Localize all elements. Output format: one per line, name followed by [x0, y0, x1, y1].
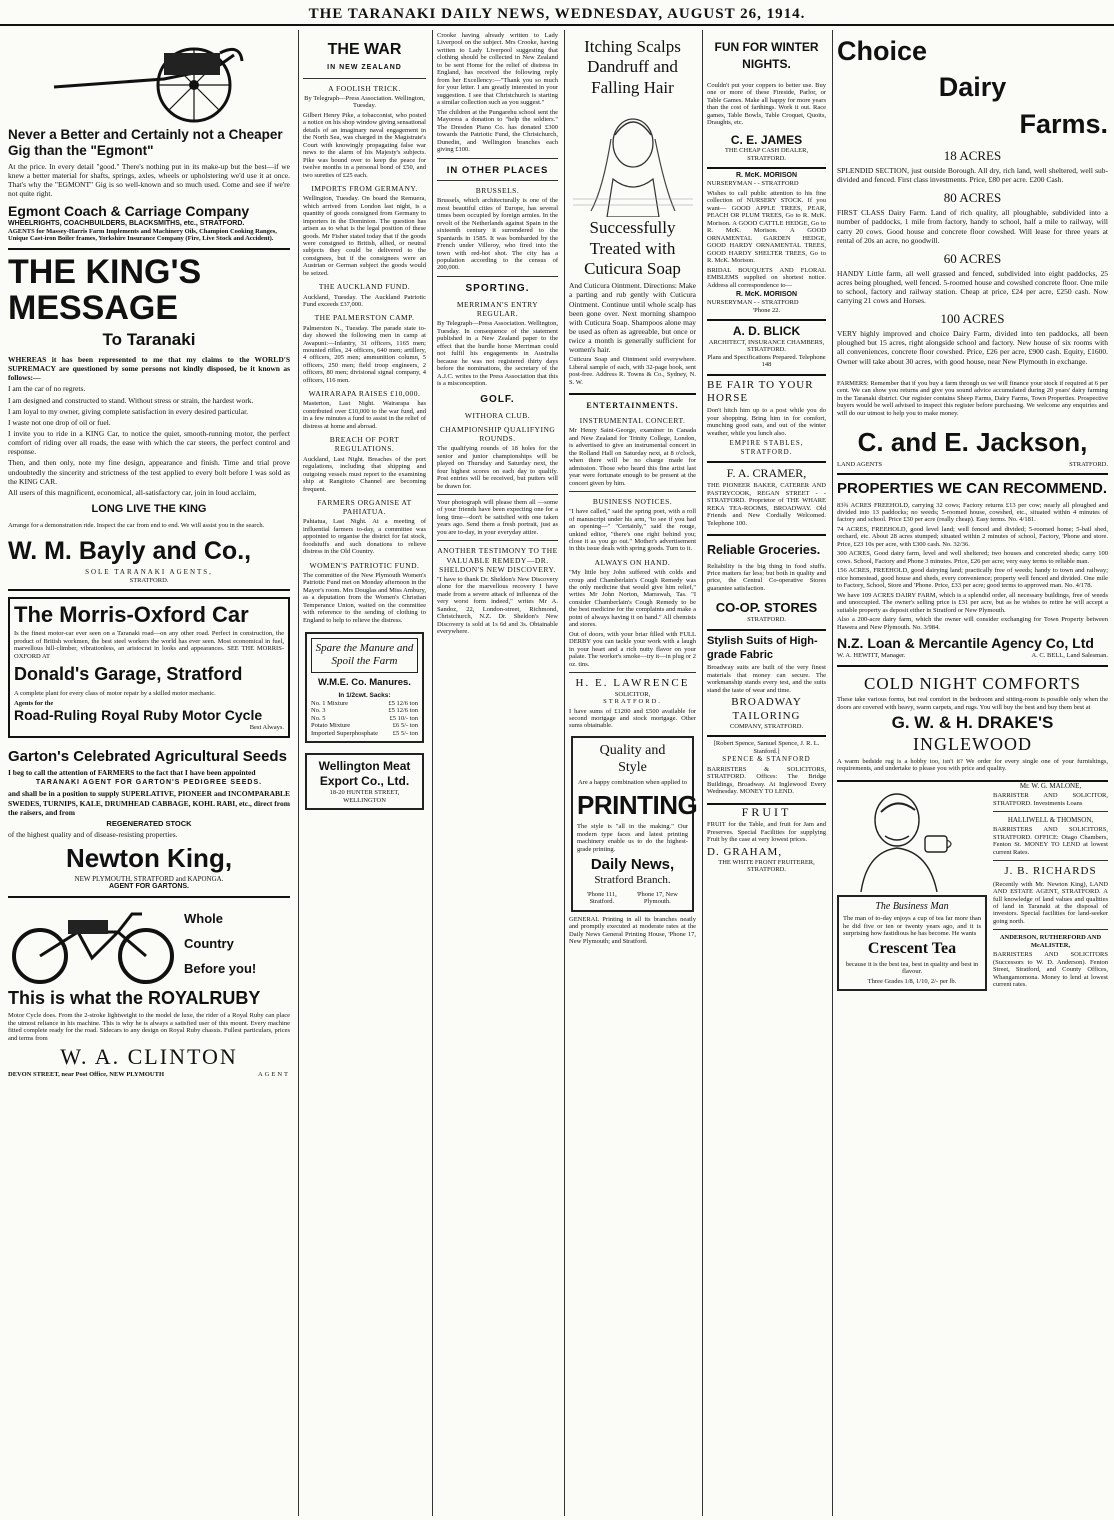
farm-1-acres: 18 ACRES: [943, 148, 1002, 164]
inglewood: INGLEWOOD: [913, 734, 1032, 754]
broadway-sub: COMPANY, STRATFORD.: [729, 723, 804, 731]
cold-title: COLD NIGHT COMFORTS: [864, 673, 1081, 693]
woman-illustration: [569, 98, 696, 218]
always-body: "My little boy John suffered with colds and croup and Chamberlain's Cough Remedy was the only medicine that would give him relief," writes Mr John Norton, Marrawah, Tas. "I consider Chamberlain's Cough Remedy to be the best medicine for the complaints and make a point of always having it on hand." All chemists and stores.: [569, 569, 696, 629]
malone: Mr. W. G. MALONE,: [1019, 781, 1082, 790]
price-value: £6 5/- ton: [392, 722, 418, 730]
wellington-meat: Wellington Meat Export Co., Ltd.: [318, 759, 411, 789]
dairy-word: Dairy: [938, 72, 1007, 103]
imports-body: Wellington, Tuesday. On board the Remuera, which arrived from London last night, is a quantity of goods consigned from Germany to importers in the Dominion. The question has arisen as to what is the legal position of these goods. Mr Fisher stated today that if the goods were consigned to British, allied, or neutral subjects they could be delivered to the consignees, but if the consignees were an Austrian or German subject the goods would be seized.: [303, 195, 426, 277]
wairarapa-body: Masterton, Last Night. Wairarapa has contributed over £10,000 to the war fund, and in a few minutes a fund to assist in the relief of distress at home and abroad.: [303, 400, 426, 430]
kings-point-5: I invite you to ride in a KING Car, to notice the quiet, smooth-running motor, the perfect comfort of riding over all roads, the ease with which the car steers, the perfect control and response.: [8, 428, 290, 457]
divider: [437, 540, 558, 541]
suits-body: Broadway suits are built of the very finest materials that money can secure. The workmanship stands every test, and the suits stand the taste of wear and time.: [707, 664, 826, 694]
price-row: [311, 707, 418, 714]
properties-title: PROPERTIES WE CAN RECOMMEND.: [837, 480, 1108, 498]
drake-body: A warm bedside rug is a hobby too, isn't it? We order for every single one of your furnishings, requirements, and undertake to please you with price and quality.: [837, 757, 1108, 773]
successfully-headline: [569, 218, 696, 279]
kings-point-4: I waste not one drop of oil or fuel.: [8, 417, 111, 427]
lead-body: Crooke having already written to Lady Liverpool on the subject. Mrs Crooke, having written to Lady Liverpool suggesting that clothing should be collected in New Zealand to be sent Home for the relief of distress in England, has received the following reply from her Excellency:—"Thank you so much for your letter. I am greatly interested in your suggestion. I see that Christchurch is starting a similar collection such as you suggest.": [437, 32, 558, 107]
cold-body: These take various forms, but real comfort in the bedroom and sitting-room is possible only when the doors are covered with heavy, warm carpets, and rugs. You will buy the best and buy them best at: [837, 696, 1108, 711]
farm-1-body: SPLENDID SECTION, just outside Borough. All dry, rich land, well sheltered, well sub-divided and fenced. First class investments. Price, £80 per acre. £200 Cash.: [837, 166, 1108, 185]
jackson-town: STRATFORD.: [1069, 460, 1108, 468]
printing-word: PRINTING: [577, 789, 698, 820]
nurseryman: NURSERYMAN - - STRATFORD: [707, 180, 799, 188]
concert-body: Mr Henry Saint-George, examiner in Canada and New Zealand for Trinity College, London, is advertised to give an instrumental concert in the Rolland Hall on Saturday next, at 8 o'clock, when there will be no charge made for admission. Those who heard this fine artist last year were fortunate enough to be present at the concert given by him.: [569, 427, 696, 487]
garton-body-3: of the highest quality and of disease-resisting properties.: [8, 829, 178, 839]
morris-oxford-ad: [8, 597, 290, 738]
blick-body: Plans and Specifications Prepared. Telephone 148: [707, 353, 826, 369]
quality-line-2: Style: [618, 760, 647, 775]
successfully-line-1: Successfully: [589, 218, 676, 238]
royalruby-ad: [8, 898, 290, 1078]
newton-king: Newton King,: [65, 843, 233, 874]
cramer-ad: [707, 463, 826, 536]
manure-ad: [305, 632, 424, 743]
divider: [437, 494, 558, 495]
halliwell: HALLIWELL & THOMSON,: [1007, 816, 1094, 825]
motorcycle-image: [8, 902, 178, 986]
before-you-text: Before you!: [184, 960, 257, 976]
egmont-headline: Never a Better and Certainly not a Cheaper Gig than the "Egmont": [8, 127, 283, 158]
kings-title: THE KING'S MESSAGE: [8, 252, 202, 327]
cramer-name: F. A. CRAMER,: [726, 465, 807, 480]
tea-caption-2: The man of to-day enjoys a cup of tea far more than he did five or ten or twenty years ago, and it is surprising how fastidious he has become. He wants: [843, 915, 981, 937]
kings-message-ad: [8, 250, 290, 591]
wellington-meat-address: 18-20 HUNTER STREET, WELLINGTON: [329, 789, 400, 804]
printing-body: The style is "all in the making." Our modern type faces and latest printing machinery enable us to do the highest-grade printing.: [577, 823, 688, 853]
itching-headline: [569, 37, 696, 98]
price-item: Potato Mixture: [311, 722, 351, 730]
phone-stratford: 'Phone 111, Stratford.: [586, 890, 617, 906]
suits-title: Stylish Suits of High-grade Fabric: [707, 634, 818, 662]
business-head: BUSINESS NOTICES.: [592, 496, 673, 506]
fruit-body: FRUIT for the Table, and fruit for Jam and Preserves. Special Facilities for supplying Fruit by the case at very lowest prices.: [707, 821, 826, 844]
price-item: No. 3: [311, 707, 326, 715]
property-2: 74 ACRES, FREEHOLD, good level land; well fenced and divided; 5-roomed home; 5-bail shed, orchard, etc. About 28 acres stumped; situated within 2 minutes of school, Factory, 'Phone and store. Price, £23 10s per acre, with £300 cash. No. 32/36.: [837, 525, 1108, 548]
itching-line-2: Dandruff and: [587, 57, 678, 77]
empire-stables-ad: [707, 376, 826, 463]
cramer-body: THE PIONEER BAKER, CATERER AND PASTRYCOOK, REGAN STREET - - STRATFORD. Proprietor of THE WHARE REKA TEA-ROOMS, BROADWAY. Old Friends and New Cordially Welcomed. Telephone 100.: [707, 482, 826, 527]
other-places-head: IN OTHER PLACES: [446, 164, 549, 176]
kings-point-3: I am loyal to my owner, giving complete satisfaction in every desired particular.: [8, 406, 249, 416]
divider: [437, 276, 558, 277]
price-table: [311, 700, 418, 737]
withora-head: WITHORA CLUB.: [464, 410, 531, 420]
farm-2-acres: 80 ACRES: [943, 190, 1002, 206]
imports-head: IMPORTS FROM GERMANY.: [311, 184, 418, 194]
wairarapa-head: WAIRARAPA RAISES £10,000.: [308, 389, 421, 399]
wme-manures: W.M.E. Co. Manures.: [318, 676, 411, 688]
brussels-head: BRUSSELS.: [475, 186, 520, 196]
cuticura-ad: [569, 30, 696, 395]
bayly-town: STRATFORD.: [129, 576, 169, 584]
long-live-the-king: LONG LIVE THE KING: [91, 502, 207, 515]
broadway-name: BROADWAY TAILORING: [731, 696, 802, 722]
womens-head: WOMEN'S PATRIOTIC FUND.: [309, 560, 420, 570]
daily-news: Daily News,: [590, 856, 675, 874]
column-6: [832, 30, 1112, 1516]
kings-point-2: I am designed and constructed to stand. Without stress or strain, the hardest work.: [8, 395, 254, 405]
bayly-sub: SOLE TARANAKI AGENTS,: [85, 568, 213, 577]
crescent-tea: Crescent Tea: [867, 940, 957, 958]
itching-line-3: Falling Hair: [591, 77, 674, 97]
merriman-body: By Telegraph—Press Association. Wellington, Tuesday. In consequence of the statement published in a New Zealand paper to the effect that the hurdle horse Merriman could not fulfil his engagements in Australia because he was not registered thirty days before the nominations, the secretary of the A.J.C. writes to the Press Association that this is a misconception.: [437, 320, 558, 388]
price-item: Imported Superphosphate: [311, 729, 378, 737]
royalruby-body: Motor Cycle does. From the 2-stroke lightweight to the model de luxe, the rider of a Royal Ruby can place the utmost reliance in his machine. This is why he is always a satisfied user of this mount. Every machine fitted complete ready for the road. Sidecars to any design on Royal Ruby chassis. Fullest particulars, prices and terms from: [8, 1012, 290, 1042]
property-3: 300 ACRES, Good dairy farm, level and well sheltered; two houses and concreted sheds; carry 100 cows. School, Factory and Phone 3 minutes. Price, £26 per acre; very easy terms to reliable man.: [837, 550, 1108, 565]
cuticura-body: And Cuticura Ointment. Directions: Make a parting and rub gently with Cuticura Ointment. Continue until whole scalp has been gone over. Next morning shampoo with Cuticura Soap. Shampoos alone may be used as often as agreeable, but once or twice a month is generally sufficient for women's hair.: [569, 281, 696, 355]
divider: [993, 811, 1108, 812]
breach-body: Auckland, Last Night. Breaches of the port regulations, including that shipping and outgoing vessels must report to the examining ship at Rangitoto Channel are becoming frequent.: [303, 455, 426, 493]
property-5: We have 109 ACRES DAIRY FARM, which is a splendid order, all necessary buildings, free of weeds and unoccupied. The owner's selling price is £31 per acre, but as he wishes to retire he will accept a suitable property as deposit either in Stratford or New Plymouth.: [837, 591, 1108, 614]
foolish-head: A FOOLISH TRICK.: [328, 83, 401, 93]
drake-name: G. W. & H. DRAKE'S: [891, 713, 1054, 733]
graham-sub: THE WHITE FRONT FRUITERER, STRATFORD.: [718, 858, 815, 874]
morison-body: Wishes to call public attention to his fine collection of NURSERY STOCK. If you want— GOOD APPLE TREES, PEAR, PEACH OR PLUM TREES, Go to R. McK. Morison. A GOOD CATTLE HEDGE, Go to R. McK. Morison. A GOOD ORNAMENTAL GARDEN HEDGE, GOOD HARDY ORNAMENTAL TREES, GOOD HARDY SHELTER TREES, Go to R. McK. Morison.: [707, 189, 826, 265]
price-value: £5 12/6 ton: [388, 699, 418, 707]
property-4: 156 ACRES, FREEHOLD, good dairying land; practically free of weeds; handy to town and railway; nice homestead, good house and sheds, every convenience; property well fenced and divided. One mile to Factory, School, Store and 'Phone. Price, £33 per acre; good terms to approved man. No. 4/178.: [837, 567, 1108, 590]
blick-ad: [707, 321, 826, 376]
morris-body: Is the finest motor-car ever seen on a Taranaki road—on any other road. Perfect in construction, the product of British workmen, the best steel workers the world has ever seen. Most economical in fuel, marvellous hill-climber, vibrationless, an aristocrat in looks and appearances. SEE THE MORRIS-OXFORD AT: [14, 630, 284, 660]
tea-caption: The Business Man: [875, 900, 949, 912]
jackson-footer: [837, 461, 1108, 468]
kings-point-1: I am the car of no regrets.: [8, 384, 86, 394]
photo-body: Your photograph will please them all —some of your friends have been expecting one for a long time—don't be satisfied with one taken years ago. Send them a fresh portrait, just as you are to-day, in your everyday attire.: [437, 499, 558, 536]
choice-title: [837, 33, 1108, 142]
donald-body: A complete plant for every class of motor repair by a skilled motor mechanic.: [14, 690, 216, 698]
phone-new-plymouth: 'Phone 17, New Plymouth.: [636, 890, 678, 906]
kings-intro: WHEREAS it has been represented to me that my claims to the WORLD'S SUPREMACY are questioned by some persons not kindly disposed, be it known as follows:—: [8, 354, 290, 383]
breach-head: BREACH OF PORT REGULATIONS.: [329, 435, 400, 454]
choice-word: Choice: [837, 36, 928, 66]
fruit-head: FRUIT: [741, 804, 792, 819]
clinton-agent: AGENT: [257, 1071, 290, 1078]
successfully-line-3: Cuticura Soap: [584, 258, 681, 278]
regenerated-stock: REGENERATED STOCK: [106, 818, 192, 828]
whole-text: Whole: [184, 911, 223, 927]
country-text: Country: [184, 936, 234, 951]
spence-ad: [707, 737, 826, 804]
golf-body: The qualifying rounds of 18 holes for the senior and junior championships will be played on Thursday and Saturday next, the four highest scores on each day to qualify. Post entries will be received, but putters will be drawn for.: [437, 445, 558, 490]
groceries-title: Reliable Groceries.: [707, 543, 821, 558]
palmerston-head: THE PALMERSTON CAMP.: [314, 313, 415, 323]
concert-head: INSTRUMENTAL CONCERT.: [579, 416, 686, 426]
crescent-box: [837, 895, 987, 992]
bridal: BRIDAL BOUQUETS AND FLORAL EMBLEMS supplied on shortest notice. Address all correspondence to—: [707, 266, 826, 289]
lawrence-town: STRATFORD.: [603, 698, 662, 706]
businessman-image: [837, 782, 987, 892]
jackson-name: C. and E. Jackson,: [857, 427, 1088, 458]
solicitors-column: [993, 782, 1108, 991]
quality-line-1: Quality and: [599, 742, 666, 758]
price-head: In 1/2cwt. Sacks:: [338, 692, 391, 700]
divider: [303, 78, 426, 79]
price-value: £5 10/- ton: [389, 714, 418, 722]
motorcycle-row: [8, 902, 290, 986]
palmerston-body: Palmerston N., Tuesday. The parade state to-day showed the following men in camp at Awapuni:—Infantry, 31 officers, 1165 men; mounted rifles, 24 officers, 640 men; artillery, 4 officers, 205 men; ammunition column, 5 officers, 250 men; field troop engineers, 2 officers, 80 men; divisional signal company, 4 officers, 116 men.: [303, 324, 426, 384]
garton-body: I beg to call the attention of FARMERS to the fact that I have been appointed: [8, 768, 256, 778]
kings-to: To Taranaki: [102, 330, 196, 350]
testimony-head: ANOTHER TESTIMONY TO THE VALUABLE REMEDY—DR. SHELDON'S NEW DISCOVERY.: [437, 546, 558, 574]
nurseryman-2: NURSERYMAN - - STRATFORD: [707, 299, 799, 307]
column-1: [4, 30, 294, 1516]
business-body: "I have called," said the spring poet, with a roll of manuscript under his arm, "to see if you had an opening—" "Certainly," said the rouge, unkind editor, "there's one right behind you; close it as you go out." Mother's advertisement in this issue deals with spring goods. Turn to it.: [569, 508, 696, 553]
price-item: No. 1 Mixture: [311, 699, 349, 707]
be-fair-body: Don't hitch him up to a post while you do your shopping. Bring him in for comfort, munching good oats, and out of the winter weather, while you lunch also.: [707, 407, 826, 437]
gig-illustration: [8, 33, 290, 125]
graham-name: D. GRAHAM,: [707, 845, 783, 858]
masthead: THE TARANAKI DAILY NEWS, WEDNESDAY, AUGUST 26, 1914.: [0, 0, 1114, 26]
kings-demo: Arrange for a demonstration ride. Inspect the car from end to end. We will assist you in the search.: [8, 522, 265, 530]
morison-name-2: R. McK. MORISON: [735, 290, 798, 298]
farmers-body: Pahiatua, Last Night. At a meeting of influential farmers to-day, a committee was appointed to organise the district for fat stock, foodstuffs and such donations to relieve distress in the Old Country.: [303, 518, 426, 556]
anderson-sub: BARRISTERS AND SOLICITORS (Successors to W. D. Anderson). Fenton Street, Stratford, and County Offices, Whangamomona. Money to lend at lowest current rates.: [993, 951, 1108, 989]
farmers-head: FARMERS ORGANISE AT PAHIATUA.: [317, 497, 412, 517]
garton-title: Garton's Celebrated Agricultural Seeds: [8, 747, 287, 765]
egmont-agents: AGENTS for Massey-Harris Farm Implements and Machinery Oils, Champion Cooking Ranges, Unique Cast-iron Boiler frames, Yorkshire Insurance Company (Fire, Live Stock and Accident).: [8, 227, 277, 243]
whole-country: [184, 907, 256, 981]
groceries-body: Reliability is the big thing in food stuffs. Price matters far less; but both in quality and price, the Central Co-operative Stores guarantee satisfaction.: [707, 562, 826, 592]
divider: [993, 929, 1108, 930]
properties-ad: [837, 475, 1108, 666]
clinton-name: W. A. CLINTON: [60, 1044, 238, 1070]
gig-cart-image: [44, 35, 254, 123]
brussels-body: Brussels, which architecturally is one of the most beautiful cities of Europe, has several times been occupied by foreign armies. In the revolt of the Netherlands against Spain in the sixteenth century it surrendered to the Spaniards in 1585. It was bombarded by the French under Villeroy, who fired into the town with red-hot shot. The city has a population according to the census of 200,000.: [437, 197, 558, 272]
cold-night-ad: [837, 667, 1108, 782]
lead-body-2: The children at the Pungarehu school sent the Mayoress a donation to "help the soldiers." The Dresden Piano Co. has donated £300 towards the Patriotic Fund, the Christchurch, Dunedin, and Wellington branches each giving £100.: [437, 108, 558, 154]
groceries-ad: [707, 536, 826, 630]
malone-sub: BARRISTER AND SOLICITOR, STRATFORD. Investments Loans: [993, 792, 1108, 807]
farm-3-body: HANDY Little farm, all well grassed and fenced, subdivided into eight paddocks, 25 acres being ploughed, well fenced. 5-roomed house and cowshed concrete floor. One mile to school, factory and railway station. Cheap at price, £24 per acre, £250 cash. Now carrying 21 cows and Horses.: [837, 268, 1108, 306]
crescent-prices: Three Grades 1/8, 1/10, 2/- per lb.: [867, 977, 957, 985]
price-value: £5 12/6 ton: [388, 707, 418, 715]
womens-body: The committee of the New Plymouth Women's Patriotic Fund met on Monday afternoon in the Mayor's room. Mrs Douglas and Miss Ambury, as a deputation from the Women's Christian Temperance Union, waited on the committee with reference to the sending of clothing to England to help to relieve the distress.: [303, 571, 426, 624]
egmont-company: Egmont Coach & Carriage Company: [8, 202, 250, 219]
bottom-section: [837, 782, 1108, 991]
farms-word: Farms.: [1019, 108, 1108, 139]
newton-agent: AGENT FOR GARTONS.: [109, 883, 189, 891]
woman-hair-image: [573, 99, 693, 217]
in-new-zealand: IN NEW ZEALAND: [327, 63, 402, 71]
clinton-footer: [8, 1071, 290, 1078]
farm-3-acres: 60 ACRES: [943, 250, 1002, 266]
itching-line-1: Itching Scalps: [584, 37, 681, 56]
foolish-body: Gilbert Henry Pike, a tobacconist, who posted a notice on his shop window giving sensational details of an imaginary naval engagement in the North Sea, was charged in the Magistrate's Court with knowingly propagating false war news to the alarm of his Majesty's subjects. Pike was bound over to keep the peace for twelve months in a personal bond of £50, and two sureties of £25 each.: [303, 111, 426, 179]
foolish-byline: By Telegraph—Press Association. Wellington, Tuesday.: [304, 94, 425, 110]
road-ruling: Road-Ruling Royal Ruby Motor Cycle: [14, 706, 263, 723]
divider: [569, 672, 696, 673]
price-item: No. 5: [311, 714, 326, 722]
divider: [993, 860, 1108, 861]
garton-ad: [8, 744, 290, 899]
richards: J. B. RICHARDS: [1004, 865, 1097, 878]
garton-agent: TARANAKI AGENT FOR GARTON'S PEDIGREE SEEDS.: [35, 779, 263, 787]
price-row: [311, 700, 418, 707]
entertainments-head: ENTERTAINMENTS.: [586, 401, 679, 411]
broadway-ad: [707, 631, 826, 738]
sporting-head: SPORTING.: [465, 282, 530, 294]
always-head: ALWAYS ON HAND.: [594, 557, 671, 567]
fun-body: Couldn't put your coppers to better use. Buy one or more of these Fireside, Parlor, or Table Games. Make all happy for more years than the cost of farthings. Work it out. Race games, Table Bowls, Table Croquet, Quoits, Draughts, etc.: [707, 81, 826, 127]
empire-stables: EMPIRE STABLES, STRATFORD.: [729, 439, 804, 456]
stratford-branch: Stratford Branch.: [594, 874, 671, 887]
cuticura-fine: Cuticura Soap and Ointment sold everywhere. Liberal sample of each, with 32-page book, sent post-free. Address R. Towns & Co., Sydney, N. S. W.: [569, 356, 696, 386]
farm-2-body: FIRST CLASS Dairy Farm. Land of rich quality, all ploughable, subdivided into a number of paddocks, 1 mile from factory, handy to school, half a mile to railway, will carry 20 cows. Good house and concrete floor cowshed. Will lease for three years at rental of 20s an acre, no goodwill.: [837, 208, 1108, 245]
nz-loan-footer: [837, 652, 1108, 659]
printing-ad: [571, 736, 698, 912]
richards-sub: (Recently with Mr. Newton King), LAND AND ESTATE AGENT, STRATFORD. A full knowledge of land values and qualities of land in Taranaki at the disposal of investors. Special facilities for land-seeker going north.: [993, 880, 1108, 925]
divider: [569, 491, 696, 492]
lawrence-sub: SOLICITOR,: [614, 690, 651, 698]
spence-names: [Robert Spence, Samuel Spence, J. R. L. Stanford.]: [713, 740, 820, 755]
price-row: [311, 722, 418, 729]
crescent-tea-ad: [837, 782, 987, 991]
james-name: C. E. JAMES: [730, 132, 803, 147]
championship-head: CHAMPIONSHIP QUALIFYING ROUNDS.: [439, 424, 556, 444]
property-6: Also a 200-acre dairy farm, which the owner will consider exchanging for Town Property between Hawera and New Plymouth. No. 3/984.: [837, 616, 1108, 631]
golf-head: GOLF.: [480, 393, 515, 405]
morison-name: R. McK. MORISON: [735, 172, 798, 180]
farmers-note: FARMERS: Remember that if you buy a farm through us we will finance your stock if required at 6 per cent. We can show you returns and give you sound advice accumulated during 20 years' dairy farming in the Taranaki district. Our register contains Sheep Farms, Dairy Farms, Town Properties. Prospective buyers would be well advised to inspect this register before purchasing. We welcome any enquiries and will do our utmost to help you to make money.: [837, 379, 1108, 417]
spence-firm: SPENCE & STANFORD: [722, 755, 811, 764]
auckland-fund-body: Auckland, Tuesday. The Auckland Patriotic Fund exceeds £37,000.: [303, 293, 426, 308]
halliwell-sub: BARRISTERS AND SOLICITORS, STRATFORD. OFFICE: Otago Chambers, Fenton St. MONEY TO LEND at lowest current Rates.: [993, 826, 1108, 856]
price-value: £5 5/- ton: [392, 729, 418, 737]
garton-body-2: and shall be in a position to supply SUPERLATIVE, PIONEER and INCOMPARABLE SWEDES, TURNIPS, KALE, DRUMHEAD CABBAGE, KOHL RABI, etc., direct from the raisers, and from: [8, 789, 290, 817]
newton-towns: NEW PLYMOUTH, STRATFORD and KAPONGA.: [74, 874, 224, 883]
column-5: [702, 30, 830, 1516]
royalruby-head: This is what the ROYALRUBY: [8, 988, 261, 1009]
fruit-ad: [707, 805, 826, 874]
column-3: [432, 30, 562, 1516]
best-always: Best Always.: [249, 724, 284, 732]
egmont-body: At the price. In every detail "good." There's nothing put in its make-up but the best—if we knew a better material for shafts, springs, axles, wheels or upholstering we'd use it at once. That's why the "EGMONT" Gig is so well-known and so much used. Come and see if we're not quite right.: [8, 162, 290, 199]
lawrence-name: H. E. LAWRENCE: [575, 677, 690, 690]
blick-sub: ARCHITECT, INSURANCE CHAMBERS, STRATFORD.: [708, 338, 825, 354]
column-4: [564, 30, 700, 1516]
blick-name: A. D. BLICK: [732, 324, 801, 339]
crescent-sub: because it is the best tea, best in quality and best in flavour.: [845, 960, 979, 976]
egmont-trades: WHEELRIGHTS, COACHBUILDERS, BLACKSMITHS, etc., STRATFORD.: [8, 219, 245, 227]
coop-town: STRATFORD.: [747, 616, 786, 624]
egmont-ad: [8, 30, 290, 250]
manure-title: Spare the Manure and Spoil the Farm: [311, 638, 418, 673]
general-printing: GENERAL Printing in all its branches neatly and promptly executed at moderate rates at the Daily News General Printing House, 'Phone 17, New Plymouth; and Stratford.: [569, 915, 696, 946]
spence-body: BARRISTERS & SOLICITORS, STRATFORD. Offices: The Bridge Buildings, Broadway. At Inglewood Every Wednesday. MONEY TO LEND.: [707, 765, 826, 796]
divider: [437, 158, 558, 159]
successfully-line-2: Treated with: [589, 238, 676, 258]
bell: A. C. BELL, Land Salesman.: [1031, 652, 1108, 660]
quality-sub: Are a happy combination when applied to: [577, 779, 688, 787]
fun-winter-ad: [707, 30, 826, 169]
farm-4-acres: 100 ACRES: [940, 311, 1005, 327]
phone-22: 'Phone 22.: [752, 306, 781, 314]
kings-closing: All users of this magnificent, economical, all-satisfactory car, join in loud acclaim,: [8, 487, 257, 497]
agents-for: Agents for the: [14, 699, 54, 707]
morris-title: The Morris-Oxford Car: [14, 602, 249, 628]
anderson: ANDERSON, RUTHERFORD AND McALISTER,: [999, 934, 1102, 949]
wellington-meat-ad: [305, 753, 424, 810]
hewitt: W. A. HEWITT, Manager.: [837, 652, 906, 660]
price-row: [311, 715, 418, 722]
james-sub: THE CHEAP CASH DEALER, STRATFORD.: [724, 147, 809, 162]
divider: [437, 180, 558, 181]
clinton-address: DEVON STREET, near Post Office, NEW PLYMOUTH: [8, 1071, 164, 1078]
land-agents: LAND AGENTS: [837, 460, 882, 468]
testimony-body: "I have to thank Dr. Sheldon's New Discovery alone for the marvellous recovery I have made from a severe attack of influenza of the very worst form indeed," writes Mr A. Sandoz, 22, London-street, Richmond, Christchurch, N.Z. Dr. Sheldon's New Discovery is sold at 1s 6d and 3s. Obtainable everywhere.: [437, 575, 558, 636]
kings-point-6: Then, and then only, note my fine design, appearance and finish. Time and trial prove undoubtedly the sincerity and strictness of the test applied to every bolt before I was sold as the KING CAR.: [8, 458, 290, 486]
phones-row: [577, 891, 688, 906]
column-2: [298, 30, 430, 1516]
merriman-head: MERRIMAN'S ENTRY REGULAR.: [456, 300, 539, 319]
farm-4-body: VERY highly improved and choice Dairy Farm, divided into ten paddocks, all been ploughed but 15 acres, right alongside school and factory. New house of six rooms with all conveniences, concrete floor cowshed. Price, £26 per acre, £900 cash. Equity, £1600. Owner will take about 30 acres, with good house, near New Plymouth in exchange.: [837, 329, 1108, 366]
out-of-doors: Out of doors, with your briar filled with FULL DERBY you can tackle your work with a laugh in your heart and a rich nutty flavor on your palate. The worker's smoke—try it—in plug or 2 oz. tins.: [569, 630, 696, 668]
property-1: 83¾ ACRES FREEHOLD, carrying 32 cows; Factory returns £13 per cow; nearly all ploughed and divided into 13 paddocks; no weeds; 5-roomed house, cowshed, etc., situated within 4 minutes of factory and school. Price £30 per acre (really cheap). Easy terms. No. 4/181.: [837, 501, 1108, 524]
war-title: THE WAR: [327, 41, 402, 58]
dairy-farms-ad: [837, 30, 1108, 475]
price-row: [311, 730, 418, 737]
nz-loan: N.Z. Loan & Mercantile Agency Co, Ltd: [837, 635, 1094, 652]
donalds-garage: Donald's Garage, Stratford: [14, 664, 243, 685]
be-fair: BE FAIR TO YOUR HORSE: [707, 378, 814, 405]
auckland-fund-head: THE AUCKLAND FUND.: [318, 282, 411, 292]
morison-ad: [707, 169, 826, 321]
coop-stores: CO-OP. STORES: [715, 600, 818, 616]
bayly-name: W. M. Bayly and Co.,: [8, 536, 252, 565]
fun-title: FUN FOR WINTER NIGHTS.: [714, 40, 819, 72]
lawrence-body: I have sums of £1200 and £500 available for second mortgage and stock mortgage. Other sums obtainable.: [569, 707, 696, 730]
